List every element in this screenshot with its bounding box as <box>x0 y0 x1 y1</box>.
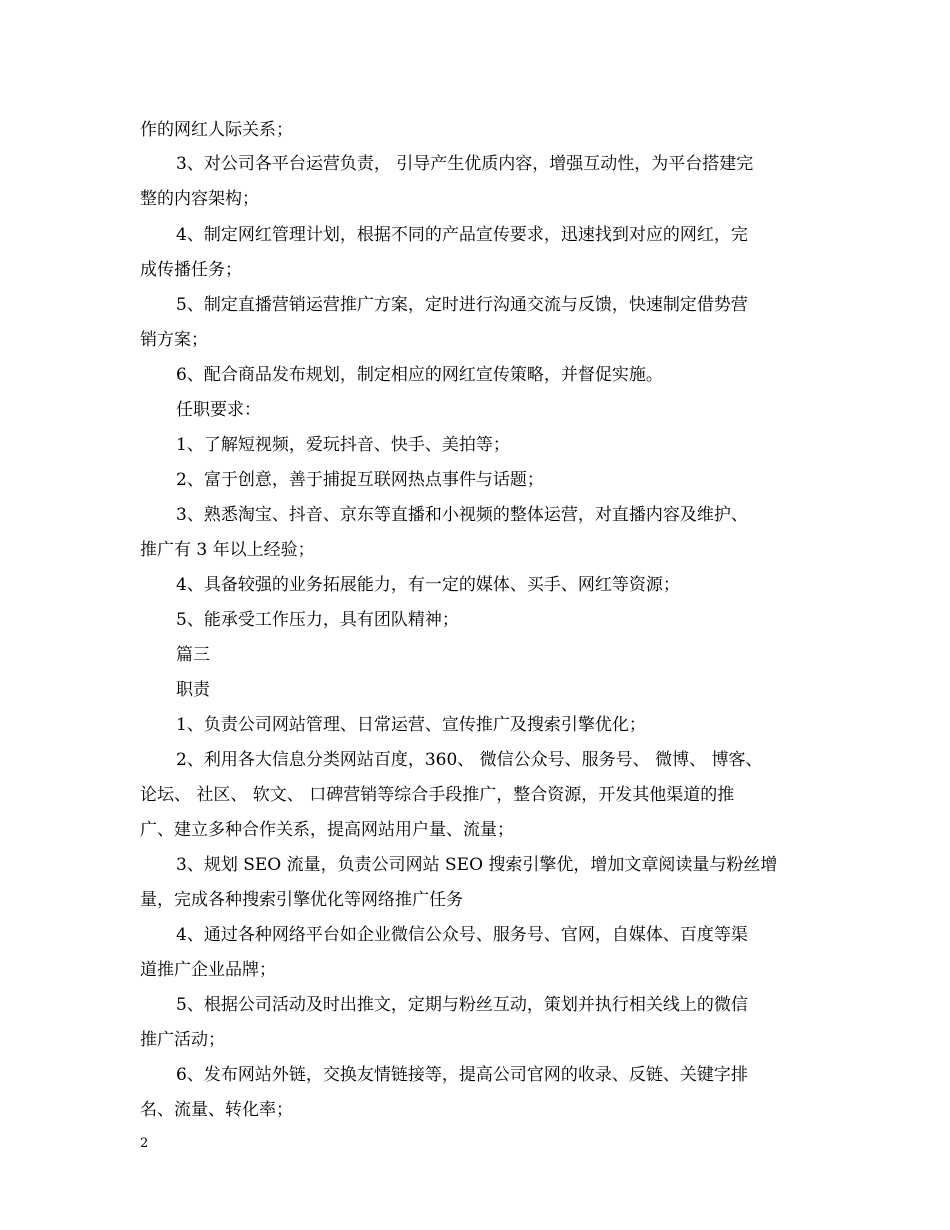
text-line: 2、利用各大信息分类网站百度，360、 微信公众号、服务号、 微博、 博客、 <box>176 750 763 770</box>
text-line: 成传播任务； <box>140 260 242 280</box>
text-line: 4、具备较强的业务拓展能力，有一定的媒体、买手、网红等资源； <box>176 575 680 595</box>
page-number: 2 <box>140 1136 149 1151</box>
text-line: 3、熟悉淘宝、抖音、京东等直播和小视频的整体运营，对直播内容及维护、 <box>176 505 748 525</box>
text-line: 推广有 3 年以上经验； <box>140 540 315 560</box>
section-heading: 职责 <box>176 680 210 700</box>
text-line: 5、能承受工作压力，具有团队精神； <box>176 610 459 630</box>
text-line: 6、配合商品发布规划，制定相应的网红宣传策略，并督促实施。 <box>176 365 663 385</box>
text-line: 量，完成各种搜索引擎优化等网络推广任务 <box>140 890 463 910</box>
text-line: 名、流量、转化率； <box>140 1100 293 1120</box>
text-line: 任职要求： <box>176 400 261 420</box>
text-line: 5、根据公司活动及时出推文，定期与粉丝互动，策划并执行相关线上的微信 <box>176 995 748 1015</box>
text-line: 4、通过各种网络平台如企业微信公众号、服务号、官网，自媒体、百度等渠 <box>176 925 748 945</box>
text-line: 广、建立多种合作关系，提高网站用户量、流量； <box>140 820 514 840</box>
text-line: 6、发布网站外链，交换友情链接等，提高公司官网的收录、反链、关键字排 <box>176 1065 748 1085</box>
text-line: 1、了解短视频，爱玩抖音、快手、美拍等； <box>176 435 510 455</box>
text-line: 1、负责公司网站管理、日常运营、宣传推广及搜索引擎优化； <box>176 715 646 735</box>
section-heading: 篇三 <box>176 645 210 665</box>
text-line: 论坛、 社区、 软文、 口碑营销等综合手段推广，整合资源，开发其他渠道的推 <box>140 785 735 805</box>
text-line: 道推广企业品牌； <box>140 960 276 980</box>
text-line: 3、规划 SEO 流量，负责公司网站 SEO 搜索引擎优，增加文章阅读量与粉丝增 <box>176 855 778 875</box>
text-line: 5、制定直播营销运营推广方案，定时进行沟通交流与反馈，快速制定借势营 <box>176 295 748 315</box>
text-line: 销方案； <box>140 330 208 350</box>
text-line: 作的网红人际关系； <box>140 120 293 140</box>
text-line: 3、对公司各平台运营负责， 引导产生优质内容，增强互动性，为平台搭建完 <box>176 154 754 174</box>
text-line: 2、富于创意，善于捕捉互联网热点事件与话题； <box>176 470 544 490</box>
text-line: 推广活动； <box>140 1030 225 1050</box>
text-line: 整的内容架构； <box>140 189 259 209</box>
text-line: 4、制定网红管理计划，根据不同的产品宣传要求，迅速找到对应的网红，完 <box>176 225 748 245</box>
